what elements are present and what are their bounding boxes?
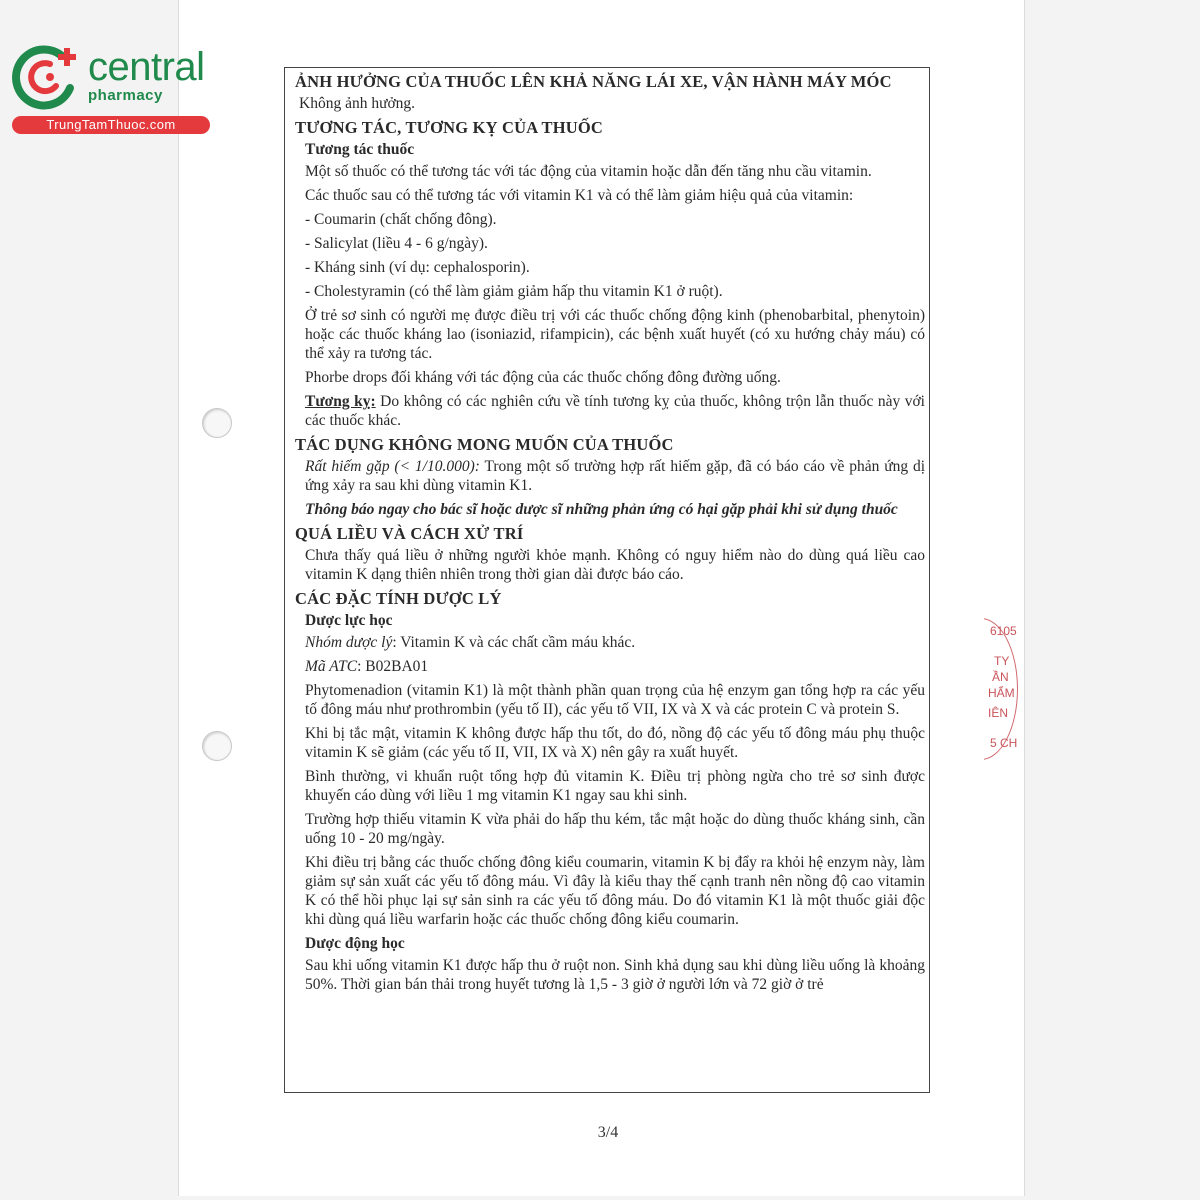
brand-url[interactable]: TrungTamThuoc.com [12,116,210,134]
side-effects-paragraph [305,457,925,495]
brand-sub: pharmacy [88,87,163,104]
rare-label: Rất hiếm gặp (< 1/10.000): [305,458,480,475]
heading-side-effects: TÁC DỤNG KHÔNG MONG MUỐN CỦA THUỐC [295,435,674,454]
interaction-paragraph: Các thuốc sau có thể tương tác với vitamin K1 và có thể làm giảm hiệu quả của vitamin: [305,187,854,204]
heading-overdose: QUÁ LIỀU VÀ CÁCH XỬ TRÍ [295,524,524,543]
pharmacology-paragraph: Bình thường, vi khuẩn ruột tổng hợp đủ vitamin K. Điều trị phòng ngừa cho trẻ sơ sinh được khuyến cáo dùng với liều 1 mg vitamin K1 ngay sau khi sinh. [305,768,925,804]
subheading-pharmacokinetics: Dược động học [305,935,405,952]
subheading-pharmacodynamics: Dược lực học [305,612,393,629]
atc-text: : B02BA01 [357,658,429,675]
subheading-drug-interactions: Tương tác thuốc [305,141,415,158]
atc-label: Mã ATC [305,658,358,675]
pharmacologic-group [305,633,925,652]
leaflet-content-box [284,67,930,1093]
heading-interactions: TƯƠNG TÁC, TƯƠNG KỴ CỦA THUỐC [295,118,604,137]
stamp-text: IÊN [988,706,1009,720]
central-pharmacy-logo [10,38,215,138]
incompatibility-text: Do không có các nghiên cứu về tính tương kỵ của thuốc, không trộn lẫn thuốc này với các thuốc khác. [305,393,925,429]
pharmacokinetics-paragraph: Sau khi uống vitamin K1 được hấp thu ở ruột non. Sinh khả dụng sau khi dùng liều uống là khoảng 50%. Thời gian bán thải trong huyết tương là 1,5 - 3 giờ ở người lớn và 72 giờ ở trẻ [305,957,925,993]
brand-name: central [88,45,205,89]
group-text: : Vitamin K và các chất cầm máu khác. [392,634,636,651]
interaction-list-item: - Salicylat (liều 4 - 6 g/ngày). [305,235,488,252]
incompatibility-paragraph [305,392,925,430]
pharmacology-paragraph: Khi bị tắc mật, vitamin K không được hấp thu tốt, do đó, nồng độ các yếu tố đông máu phụ thuộc vitamin K sẽ giảm (các yếu tố II, VII, IX và X) nên gây ra xuất huyết. [305,725,925,761]
heading-driving: ẢNH HƯỞNG CỦA THUỐC LÊN KHẢ NĂNG LÁI XE, VẬN HÀNH MÁY MÓC [295,72,892,91]
heading-pharmacology: CÁC ĐẶC TÍNH DƯỢC LÝ [295,589,502,608]
stamp-text: 6105 [990,624,1017,638]
stamp-text: TY [994,654,1010,668]
atc-code [305,657,925,676]
page-number: 3/4 [597,1124,619,1141]
pharmacology-paragraph: Phytomenadion (vitamin K1) là một thành phần quan trọng của hệ enzym gan tổng hợp ra các yếu tố đông máu như prothrombin (yếu tố II), các yếu tố VII, IX và X và các protein C và protein S. [305,682,925,718]
interaction-paragraph: Ở trẻ sơ sinh có người mẹ được điều trị với các thuốc chống động kinh (phenobarbital, phenytoin) hoặc các thuốc kháng lao (isoniazid, rifampicin), các bệnh xuất huyết (có xu hướng chảy máu) có thể xảy ra tương tác. [305,307,925,362]
driving-text: Không ảnh hưởng. [299,95,416,112]
side-effects-notice: Thông báo ngay cho bác sĩ hoặc dược sĩ những phản ứng có hại gặp phải khi sử dụng thuốc [305,501,898,518]
incompatibility-label: Tương kỵ: [305,393,376,410]
interaction-paragraph: Phorbe drops đối kháng với tác động của các thuốc chống đông đường uống. [305,369,781,386]
company-stamp [984,618,1020,766]
interaction-list-item: - Cholestyramin (có thể làm giảm giảm hấp thu vitamin K1 ở ruột). [305,283,723,300]
stamp-text: ẦN [992,670,1009,684]
punch-hole-top [202,408,232,438]
stamp-text: HẨM [988,686,1015,700]
interaction-paragraph: Một số thuốc có thể tương tác với tác động của vitamin hoặc dẫn đến tăng nhu cầu vitamin. [305,163,872,180]
pharmacy-logo-icon [10,42,82,114]
rare-text: Trong một số trường hợp rất hiếm gặp, đã có báo cáo về phản ứng dị ứng xảy ra sau khi dùng vitamin K1. [305,458,925,494]
pharmacology-paragraph: Khi điều trị bằng các thuốc chống đông kiểu coumarin, vitamin K bị đẩy ra khỏi hệ enzym này, làm giảm sự sản xuất các yếu tố đông máu. Vì đây là kiểu thay thế cạnh tranh nên nồng độ cao vitamin K có thể hồi phục lại sự sản sinh ra các yếu tố đông máu. Do đó vitamin K1 là một thuốc giải độc khi dùng quá liều warfarin hoặc các thuốc chống đông kiểu coumarin. [305,854,925,928]
pharmacology-paragraph: Trường hợp thiếu vitamin K vừa phải do hấp thu kém, tắc mật hoặc do dùng thuốc kháng sinh, cần uống 10 - 20 mg/ngày. [305,811,925,847]
interaction-list-item: - Kháng sinh (ví dụ: cephalosporin). [305,259,530,276]
stamp-text: 5 CH [990,736,1018,750]
group-label: Nhóm dược lý [305,634,393,651]
punch-hole-bottom [202,731,232,761]
interaction-list-item: - Coumarin (chất chống đông). [305,211,497,228]
overdose-text: Chưa thấy quá liều ở những người khỏe mạnh. Không có nguy hiểm nào do dùng quá liều cao vitamin K dạng thiên nhiên trong thời gian dài được báo cáo. [305,547,925,583]
